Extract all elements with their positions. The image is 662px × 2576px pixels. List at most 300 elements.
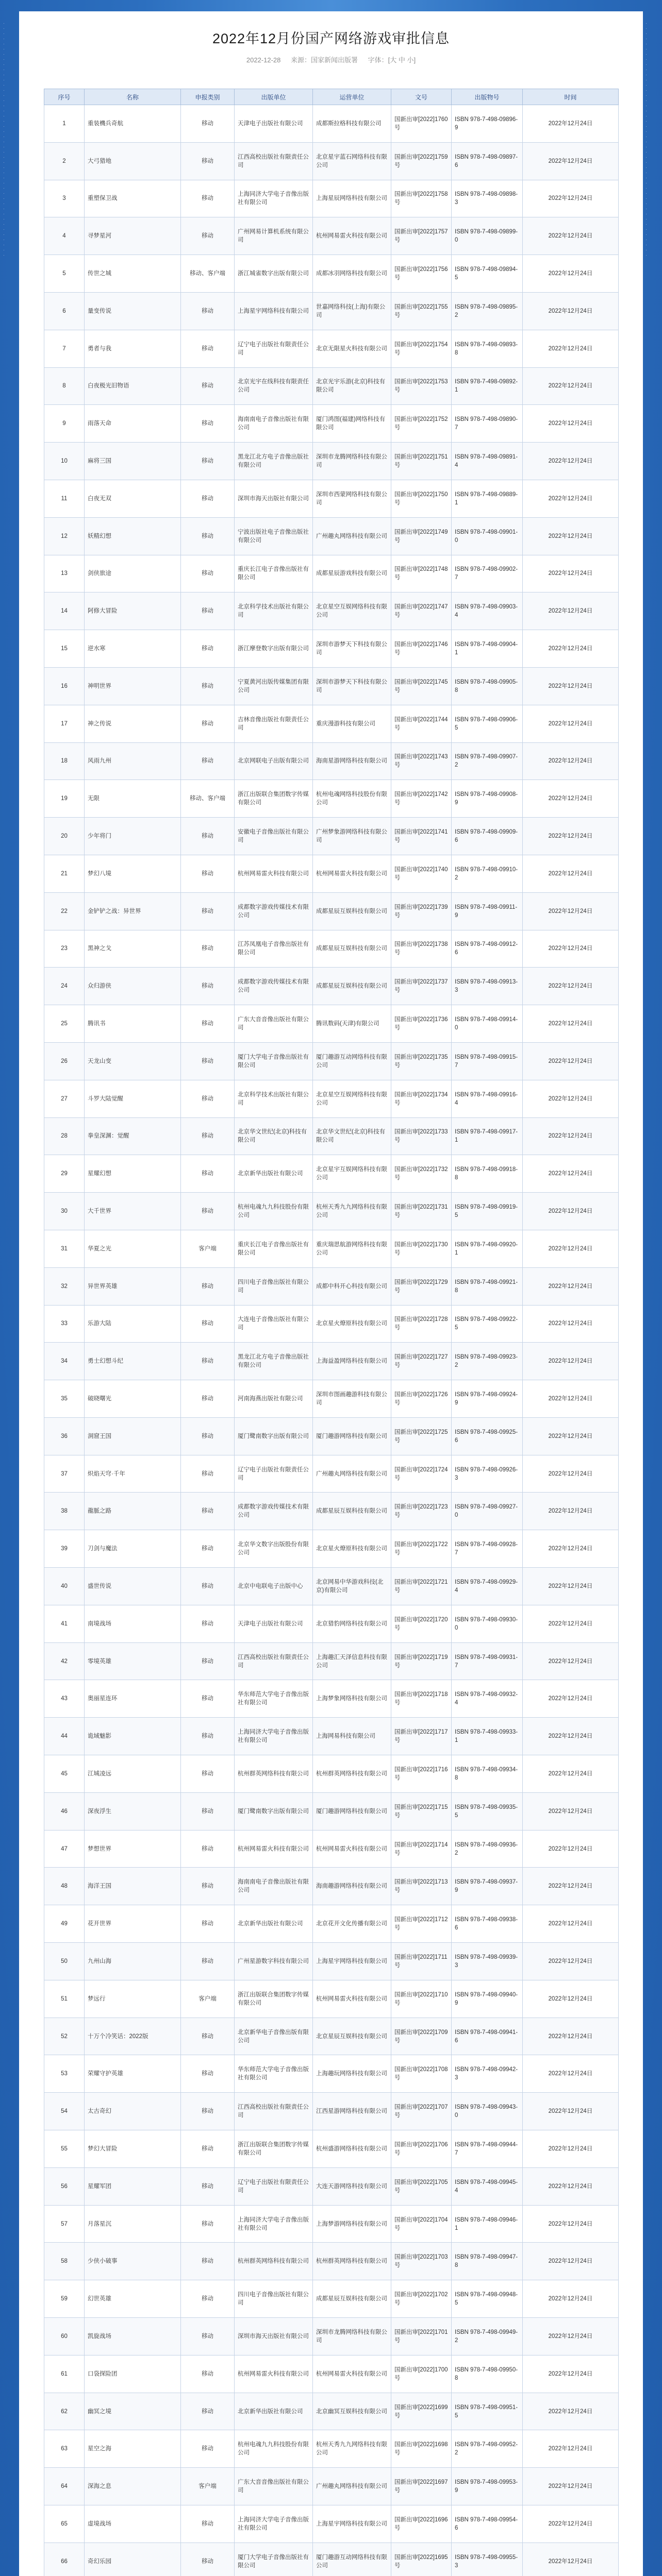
publisher: 天津电子出版社有限公司 — [235, 1605, 313, 1642]
approval-number: 国新出审[2022]1727号 — [391, 1343, 452, 1380]
isbn-number: ISBN 978-7-498-09903-4 — [452, 592, 523, 630]
table-row — [44, 2167, 619, 2205]
game-name: 零境英雄 — [85, 1642, 181, 1680]
operator: 深圳市图画趣游科技有限公司 — [313, 1380, 391, 1418]
publisher: 上海星宇网络科技有限公司 — [235, 292, 313, 330]
table-row — [44, 2130, 619, 2168]
declare-category: 移动 — [181, 443, 235, 480]
operator: 成都星辰游戏科技有限公司 — [313, 555, 391, 592]
game-name: 麻将三国 — [85, 443, 181, 480]
approval-date: 2022年12月24日 — [523, 1343, 619, 1380]
operator: 北京星火燎原科技有限公司 — [313, 1305, 391, 1343]
table-row — [44, 1267, 619, 1305]
row-number: 11 — [44, 480, 85, 517]
approval-date: 2022年12月24日 — [523, 705, 619, 742]
publisher: 深圳市海天出版社有限公司 — [235, 2318, 313, 2355]
declare-category: 移动 — [181, 142, 235, 180]
operator: 杭州电魂网络科技股份有限公司 — [313, 780, 391, 818]
approval-date: 2022年12月24日 — [523, 1530, 619, 1568]
publisher: 大连电子音像出版社有限公司 — [235, 1305, 313, 1343]
approval-date: 2022年12月24日 — [523, 1193, 619, 1230]
isbn-number: ISBN 978-7-498-09915-7 — [452, 1042, 523, 1080]
table-row — [44, 855, 619, 892]
operator: 深圳市游梦天下科技有限公司 — [313, 630, 391, 668]
approval-number: 国新出审[2022]1711号 — [391, 1943, 452, 1980]
publisher: 安徽电子音像出版社有限公司 — [235, 818, 313, 855]
operator: 广州趣丸网络科技有限公司 — [313, 1455, 391, 1493]
publisher: 北京中电联电子出版中心 — [235, 1568, 313, 1605]
approval-date: 2022年12月24日 — [523, 1680, 619, 1718]
declare-category: 移动 — [181, 1343, 235, 1380]
table-row — [44, 892, 619, 930]
declare-category: 移动 — [181, 2243, 235, 2280]
declare-category: 客户端 — [181, 1230, 235, 1267]
row-number: 28 — [44, 1117, 85, 1155]
publisher: 浙江摩登数字出版有限公司 — [235, 630, 313, 668]
game-name: 海洋王国 — [85, 1868, 181, 1905]
operator: 成都星辰互娱科技有限公司 — [313, 930, 391, 968]
approval-number: 国新出审[2022]1744号 — [391, 705, 452, 742]
approval-date: 2022年12月24日 — [523, 1568, 619, 1605]
declare-category: 移动 — [181, 367, 235, 405]
operator: 重庆瑞思航游网络科技有限公司 — [313, 1230, 391, 1267]
row-number: 24 — [44, 968, 85, 1005]
approval-date: 2022年12月24日 — [523, 892, 619, 930]
row-number: 64 — [44, 2468, 85, 2505]
approval-date: 2022年12月24日 — [523, 1980, 619, 2018]
declare-category: 移动 — [181, 555, 235, 592]
isbn-number: ISBN 978-7-498-09891-4 — [452, 443, 523, 480]
operator: 杭州天秀九九网络科技有限公司 — [313, 1193, 391, 1230]
isbn-number: ISBN 978-7-498-09939-3 — [452, 1943, 523, 1980]
row-number: 62 — [44, 2393, 85, 2430]
approval-date: 2022年12月24日 — [523, 1005, 619, 1043]
isbn-number: ISBN 978-7-498-09933-1 — [452, 1718, 523, 1755]
isbn-number: ISBN 978-7-498-09934-8 — [452, 1755, 523, 1793]
isbn-number: ISBN 978-7-498-09938-6 — [452, 1905, 523, 1943]
isbn-number: ISBN 978-7-498-09905-8 — [452, 667, 523, 705]
approval-date: 2022年12月24日 — [523, 255, 619, 293]
publisher: 海南南电子音像出版社有限公司 — [235, 1868, 313, 1905]
table-row — [44, 2393, 619, 2430]
approval-number: 国新出审[2022]1737号 — [391, 968, 452, 1005]
isbn-number: ISBN 978-7-498-09907-2 — [452, 742, 523, 780]
declare-category: 移动 — [181, 1155, 235, 1193]
col-header-no: 序号 — [44, 89, 85, 105]
article-meta — [19, 55, 643, 66]
isbn-number: ISBN 978-7-498-09925-6 — [452, 1417, 523, 1455]
approval-date: 2022年12月24日 — [523, 2430, 619, 2468]
operator: 北京星空互娱网络科技有限公司 — [313, 1080, 391, 1117]
operator: 成都冰羽网络科技有限公司 — [313, 255, 391, 293]
table-row — [44, 443, 619, 480]
approval-number: 国新出审[2022]1751号 — [391, 443, 452, 480]
approval-number: 国新出审[2022]1760号 — [391, 105, 452, 143]
approval-number: 国新出审[2022]1757号 — [391, 217, 452, 255]
table-row — [44, 1417, 619, 1455]
operator: 海南趣游网络科技有限公司 — [313, 1868, 391, 1905]
publisher: 天津电子出版社有限公司 — [235, 105, 313, 143]
publisher: 华东师范大学电子音像出版社有限公司 — [235, 1680, 313, 1718]
publisher: 杭州网易雷火科技有限公司 — [235, 1830, 313, 1868]
approval-date: 2022年12月24日 — [523, 330, 619, 367]
game-name: 拳皇深渊：觉醒 — [85, 1117, 181, 1155]
table-row — [44, 1493, 619, 1530]
operator: 上海星宇网络科技有限公司 — [313, 2505, 391, 2543]
game-name: 南境战场 — [85, 1605, 181, 1642]
publisher: 浙江出版联合集团数字传媒有限公司 — [235, 780, 313, 818]
operator: 腾讯数码(天津)有限公司 — [313, 1005, 391, 1043]
approval-number: 国新出审[2022]1714号 — [391, 1830, 452, 1868]
isbn-number: ISBN 978-7-498-09930-0 — [452, 1605, 523, 1642]
row-number: 5 — [44, 255, 85, 293]
isbn-number: ISBN 978-7-498-09912-6 — [452, 930, 523, 968]
row-number: 17 — [44, 705, 85, 742]
approval-number: 国新出审[2022]1731号 — [391, 1193, 452, 1230]
row-number: 63 — [44, 2430, 85, 2468]
table-row — [44, 2543, 619, 2576]
table-row — [44, 2018, 619, 2055]
table-row — [44, 2505, 619, 2543]
publisher: 北京光宇在线科技有限责任公司 — [235, 367, 313, 405]
operator: 成都斯拉格科技有限公司 — [313, 105, 391, 143]
operator: 大连天游网络科技有限公司 — [313, 2167, 391, 2205]
approval-number: 国新出审[2022]1724号 — [391, 1455, 452, 1493]
isbn-number: ISBN 978-7-498-09946-1 — [452, 2205, 523, 2243]
row-number: 54 — [44, 2093, 85, 2130]
isbn-number: ISBN 978-7-498-09921-8 — [452, 1267, 523, 1305]
operator: 成都星辰互娱科技有限公司 — [313, 1493, 391, 1530]
publisher: 北京新华出版社有限公司 — [235, 1905, 313, 1943]
col-header-date: 时间 — [523, 89, 619, 105]
approval-date: 2022年12月24日 — [523, 1755, 619, 1793]
row-number: 56 — [44, 2167, 85, 2205]
row-number: 30 — [44, 1193, 85, 1230]
approval-number: 国新出审[2022]1700号 — [391, 2355, 452, 2393]
table-row — [44, 592, 619, 630]
publisher: 北京科学技术出版社有限公司 — [235, 592, 313, 630]
game-name: 炽焰天穹·千年 — [85, 1455, 181, 1493]
declare-category: 移动 — [181, 2205, 235, 2243]
table-row — [44, 2280, 619, 2318]
declare-category: 移动 — [181, 1905, 235, 1943]
declare-category: 移动 — [181, 1493, 235, 1530]
publisher: 上海同济大学电子音像出版社有限公司 — [235, 2205, 313, 2243]
publisher: 重庆长江电子音像出版社有限公司 — [235, 1230, 313, 1267]
row-number: 6 — [44, 292, 85, 330]
table-row — [44, 1080, 619, 1117]
game-name: 逆水寒 — [85, 630, 181, 668]
game-name: 幽冥之境 — [85, 2393, 181, 2430]
row-number: 51 — [44, 1980, 85, 2018]
declare-category: 移动 — [181, 968, 235, 1005]
declare-category: 移动 — [181, 2430, 235, 2468]
operator: 北京华文世纪(北京)科技有限公司 — [313, 1117, 391, 1155]
approval-date: 2022年12月24日 — [523, 780, 619, 818]
isbn-number: ISBN 978-7-498-09951-5 — [452, 2393, 523, 2430]
isbn-number: ISBN 978-7-498-09954-6 — [452, 2505, 523, 2543]
isbn-number: ISBN 978-7-498-09896-9 — [452, 105, 523, 143]
approval-number: 国新出审[2022]1738号 — [391, 930, 452, 968]
operator: 杭州天秀九九网络科技有限公司 — [313, 2430, 391, 2468]
publisher: 杭州网易雷火科技有限公司 — [235, 2355, 313, 2393]
game-name: 刀剑与魔法 — [85, 1530, 181, 1568]
isbn-number: ISBN 978-7-498-09937-9 — [452, 1868, 523, 1905]
approval-number: 国新出审[2022]1759号 — [391, 142, 452, 180]
declare-category: 移动 — [181, 1943, 235, 1980]
row-number: 37 — [44, 1455, 85, 1493]
game-name: 梦幻大冒险 — [85, 2130, 181, 2168]
approval-date: 2022年12月24日 — [523, 1455, 619, 1493]
isbn-number: ISBN 978-7-498-09919-5 — [452, 1193, 523, 1230]
font-size-toggle[interactable]: 字体：[大 中 小] — [368, 56, 416, 64]
isbn-number: ISBN 978-7-498-09902-7 — [452, 555, 523, 592]
operator: 杭州网易雷火科技有限公司 — [313, 217, 391, 255]
table-row — [44, 742, 619, 780]
publish-date: 2022-12-28 — [246, 56, 281, 64]
approval-number: 国新出审[2022]1732号 — [391, 1155, 452, 1193]
publisher: 厦门鹭南数字出版有限公司 — [235, 1417, 313, 1455]
declare-category: 移动 — [181, 630, 235, 668]
game-name: 大千世界 — [85, 1193, 181, 1230]
row-number: 58 — [44, 2243, 85, 2280]
table-row — [44, 555, 619, 592]
operator: 杭州群英网络科技有限公司 — [313, 2243, 391, 2280]
isbn-number: ISBN 978-7-498-09936-2 — [452, 1830, 523, 1868]
approval-number: 国新出审[2022]1747号 — [391, 592, 452, 630]
approval-date: 2022年12月24日 — [523, 2093, 619, 2130]
table-row — [44, 1605, 619, 1642]
game-name: 异世界英雄 — [85, 1267, 181, 1305]
operator: 深圳市龙腾网络科技有限公司 — [313, 443, 391, 480]
isbn-number: ISBN 978-7-498-09916-4 — [452, 1080, 523, 1117]
approval-number: 国新出审[2022]1729号 — [391, 1267, 452, 1305]
operator: 北京星宇互娱网络科技有限公司 — [313, 1155, 391, 1193]
approval-date: 2022年12月24日 — [523, 292, 619, 330]
publisher: 深圳市海天出版社有限公司 — [235, 480, 313, 517]
approval-number: 国新出审[2022]1701号 — [391, 2318, 452, 2355]
background-decoration: · · · · · · · · · · · · · · · · · · · · · · · · · · · · · · · · · · · · · · · · · · · · · · — [646, 21, 654, 258]
table-row — [44, 968, 619, 1005]
table-row — [44, 480, 619, 517]
isbn-number: ISBN 978-7-498-09926-3 — [452, 1455, 523, 1493]
row-number: 18 — [44, 742, 85, 780]
table-row — [44, 405, 619, 443]
operator: 厦门趣游互动网络科技有限公司 — [313, 1042, 391, 1080]
operator: 杭州网易雷火科技有限公司 — [313, 1830, 391, 1868]
approval-date: 2022年12月24日 — [523, 968, 619, 1005]
game-name: 金铲铲之战：异世界 — [85, 892, 181, 930]
approval-number: 国新出审[2022]1715号 — [391, 1792, 452, 1830]
isbn-number: ISBN 978-7-498-09901-0 — [452, 517, 523, 555]
approval-date: 2022年12月24日 — [523, 2393, 619, 2430]
game-name: 白夜无双 — [85, 480, 181, 517]
declare-category: 移动 — [181, 1042, 235, 1080]
approval-date: 2022年12月24日 — [523, 1605, 619, 1642]
game-name: 寻梦星河 — [85, 217, 181, 255]
declare-category: 移动 — [181, 2505, 235, 2543]
declare-category: 移动 — [181, 2543, 235, 2576]
game-name: 腾讯书 — [85, 1005, 181, 1043]
game-name: 天龙山变 — [85, 1042, 181, 1080]
row-number: 36 — [44, 1417, 85, 1455]
col-header-category: 申报类别 — [181, 89, 235, 105]
declare-category: 移动 — [181, 1267, 235, 1305]
approval-number: 国新出审[2022]1756号 — [391, 255, 452, 293]
operator: 深圳市游梦天下科技有限公司 — [313, 667, 391, 705]
publisher: 北京科学技术出版社有限公司 — [235, 1080, 313, 1117]
operator: 北京光宇乐游(北京)科技有限公司 — [313, 367, 391, 405]
row-number: 53 — [44, 2055, 85, 2093]
row-number: 44 — [44, 1718, 85, 1755]
approval-number: 国新出审[2022]1702号 — [391, 2280, 452, 2318]
row-number: 33 — [44, 1305, 85, 1343]
table-row — [44, 1718, 619, 1755]
publisher: 北京华文数字出版股份有限公司 — [235, 1530, 313, 1568]
row-number: 13 — [44, 555, 85, 592]
game-name: 斗罗大陆觉醒 — [85, 1080, 181, 1117]
game-name: 勇者与我 — [85, 330, 181, 367]
table-row — [44, 1905, 619, 1943]
table-row — [44, 1193, 619, 1230]
isbn-number: ISBN 978-7-498-09899-0 — [452, 217, 523, 255]
approval-number: 国新出审[2022]1726号 — [391, 1380, 452, 1418]
declare-category: 移动 — [181, 705, 235, 742]
approval-date: 2022年12月24日 — [523, 443, 619, 480]
publisher: 杭州电魂九九科技股份有限公司 — [235, 2430, 313, 2468]
approval-date: 2022年12月24日 — [523, 1417, 619, 1455]
approval-date: 2022年12月24日 — [523, 2318, 619, 2355]
approval-date: 2022年12月24日 — [523, 1792, 619, 1830]
isbn-number: ISBN 978-7-498-09940-9 — [452, 1980, 523, 2018]
approval-date: 2022年12月24日 — [523, 1868, 619, 1905]
operator: 广州趣丸网络科技有限公司 — [313, 2468, 391, 2505]
approval-date: 2022年12月24日 — [523, 2167, 619, 2205]
declare-category: 移动 — [181, 1605, 235, 1642]
row-number: 15 — [44, 630, 85, 668]
isbn-number: ISBN 978-7-498-09898-3 — [452, 180, 523, 217]
publisher: 成都数字游戏传媒技术有限公司 — [235, 968, 313, 1005]
row-number: 47 — [44, 1830, 85, 1868]
approval-number: 国新出审[2022]1716号 — [391, 1755, 452, 1793]
publisher: 杭州网易雷火科技有限公司 — [235, 855, 313, 892]
isbn-number: ISBN 978-7-498-09948-5 — [452, 2280, 523, 2318]
publisher: 宁夏黄河出版传媒集团有限公司 — [235, 667, 313, 705]
approval-number: 国新出审[2022]1742号 — [391, 780, 452, 818]
approval-table — [44, 89, 619, 2576]
approval-number: 国新出审[2022]1713号 — [391, 1868, 452, 1905]
game-name: 重装機兵奇航 — [85, 105, 181, 143]
approval-number: 国新出审[2022]1734号 — [391, 1080, 452, 1117]
isbn-number: ISBN 978-7-498-09943-0 — [452, 2093, 523, 2130]
operator: 成都星辰互娱科技有限公司 — [313, 2280, 391, 2318]
table-row — [44, 2318, 619, 2355]
approval-date: 2022年12月24日 — [523, 1905, 619, 1943]
game-name: 黑神之戈 — [85, 930, 181, 968]
game-name: 雨落天命 — [85, 405, 181, 443]
operator: 上海星宇网络科技有限公司 — [313, 1943, 391, 1980]
operator: 杭州群英网络科技有限公司 — [313, 1755, 391, 1793]
operator: 上海益盈网络科技有限公司 — [313, 1343, 391, 1380]
row-number: 26 — [44, 1042, 85, 1080]
approval-number: 国新出审[2022]1740号 — [391, 855, 452, 892]
isbn-number: ISBN 978-7-498-09922-5 — [452, 1305, 523, 1343]
approval-number: 国新出审[2022]1707号 — [391, 2093, 452, 2130]
isbn-number: ISBN 978-7-498-09955-3 — [452, 2543, 523, 2576]
approval-number: 国新出审[2022]1705号 — [391, 2167, 452, 2205]
declare-category: 移动 — [181, 855, 235, 892]
publisher: 成都数字游戏传媒技术有限公司 — [235, 1493, 313, 1530]
publisher: 北京新华出版社有限公司 — [235, 1155, 313, 1193]
game-name: 华夏之光 — [85, 1230, 181, 1267]
approval-date: 2022年12月24日 — [523, 2205, 619, 2243]
publisher: 北京网联电子出版有限公司 — [235, 742, 313, 780]
table-row — [44, 1305, 619, 1343]
approval-date: 2022年12月24日 — [523, 667, 619, 705]
declare-category: 移动 — [181, 892, 235, 930]
isbn-number: ISBN 978-7-498-09928-7 — [452, 1530, 523, 1568]
row-number: 16 — [44, 667, 85, 705]
isbn-number: ISBN 978-7-498-09920-1 — [452, 1230, 523, 1267]
game-name: 少侠小破事 — [85, 2243, 181, 2280]
publisher: 北京华文世纪(北京)科技有限公司 — [235, 1117, 313, 1155]
publisher: 辽宁电子出版社有限责任公司 — [235, 1455, 313, 1493]
approval-date: 2022年12月24日 — [523, 405, 619, 443]
approval-date: 2022年12月24日 — [523, 630, 619, 668]
approval-date: 2022年12月24日 — [523, 2468, 619, 2505]
approval-number: 国新出审[2022]1721号 — [391, 1568, 452, 1605]
row-number: 50 — [44, 1943, 85, 1980]
declare-category: 移动 — [181, 1792, 235, 1830]
publisher: 广东大音音像出版社有限公司 — [235, 1005, 313, 1043]
isbn-number: ISBN 978-7-498-09917-1 — [452, 1117, 523, 1155]
isbn-number: ISBN 978-7-498-09931-7 — [452, 1642, 523, 1680]
game-name: 梦远行 — [85, 1980, 181, 2018]
isbn-number: ISBN 978-7-498-09953-9 — [452, 2468, 523, 2505]
publisher: 厦门大学电子音像出版社有限公司 — [235, 1042, 313, 1080]
operator: 北京星宇蓝石网络科技有限公司 — [313, 142, 391, 180]
table-row — [44, 1830, 619, 1868]
table-row — [44, 255, 619, 293]
table-row — [44, 705, 619, 742]
approval-number: 国新出审[2022]1725号 — [391, 1417, 452, 1455]
operator: 上海趣汇天泽信息科技有限公司 — [313, 1642, 391, 1680]
game-name: 月落星沉 — [85, 2205, 181, 2243]
declare-category: 移动 — [181, 1530, 235, 1568]
isbn-number: ISBN 978-7-498-09908-9 — [452, 780, 523, 818]
approval-number: 国新出审[2022]1750号 — [391, 480, 452, 517]
declare-category: 移动 — [181, 1305, 235, 1343]
row-number: 52 — [44, 2018, 85, 2055]
approval-date: 2022年12月24日 — [523, 1080, 619, 1117]
game-name: 少年将门 — [85, 818, 181, 855]
game-name: 深海之息 — [85, 2468, 181, 2505]
game-name: 凯旋战场 — [85, 2318, 181, 2355]
row-number: 35 — [44, 1380, 85, 1418]
approval-number: 国新出审[2022]1706号 — [391, 2130, 452, 2168]
approval-number: 国新出审[2022]1723号 — [391, 1493, 452, 1530]
game-name: 白夜极光旧物语 — [85, 367, 181, 405]
declare-category: 移动 — [181, 742, 235, 780]
game-name: 洞窟王国 — [85, 1417, 181, 1455]
operator: 北京幽冥互娱科技有限公司 — [313, 2393, 391, 2430]
approval-date: 2022年12月24日 — [523, 480, 619, 517]
game-name: 妖精幻想 — [85, 517, 181, 555]
approval-number: 国新出审[2022]1722号 — [391, 1530, 452, 1568]
approval-date: 2022年12月24日 — [523, 555, 619, 592]
table-row — [44, 1980, 619, 2018]
operator: 厦门鸿图(福建)网络科技有限公司 — [313, 405, 391, 443]
